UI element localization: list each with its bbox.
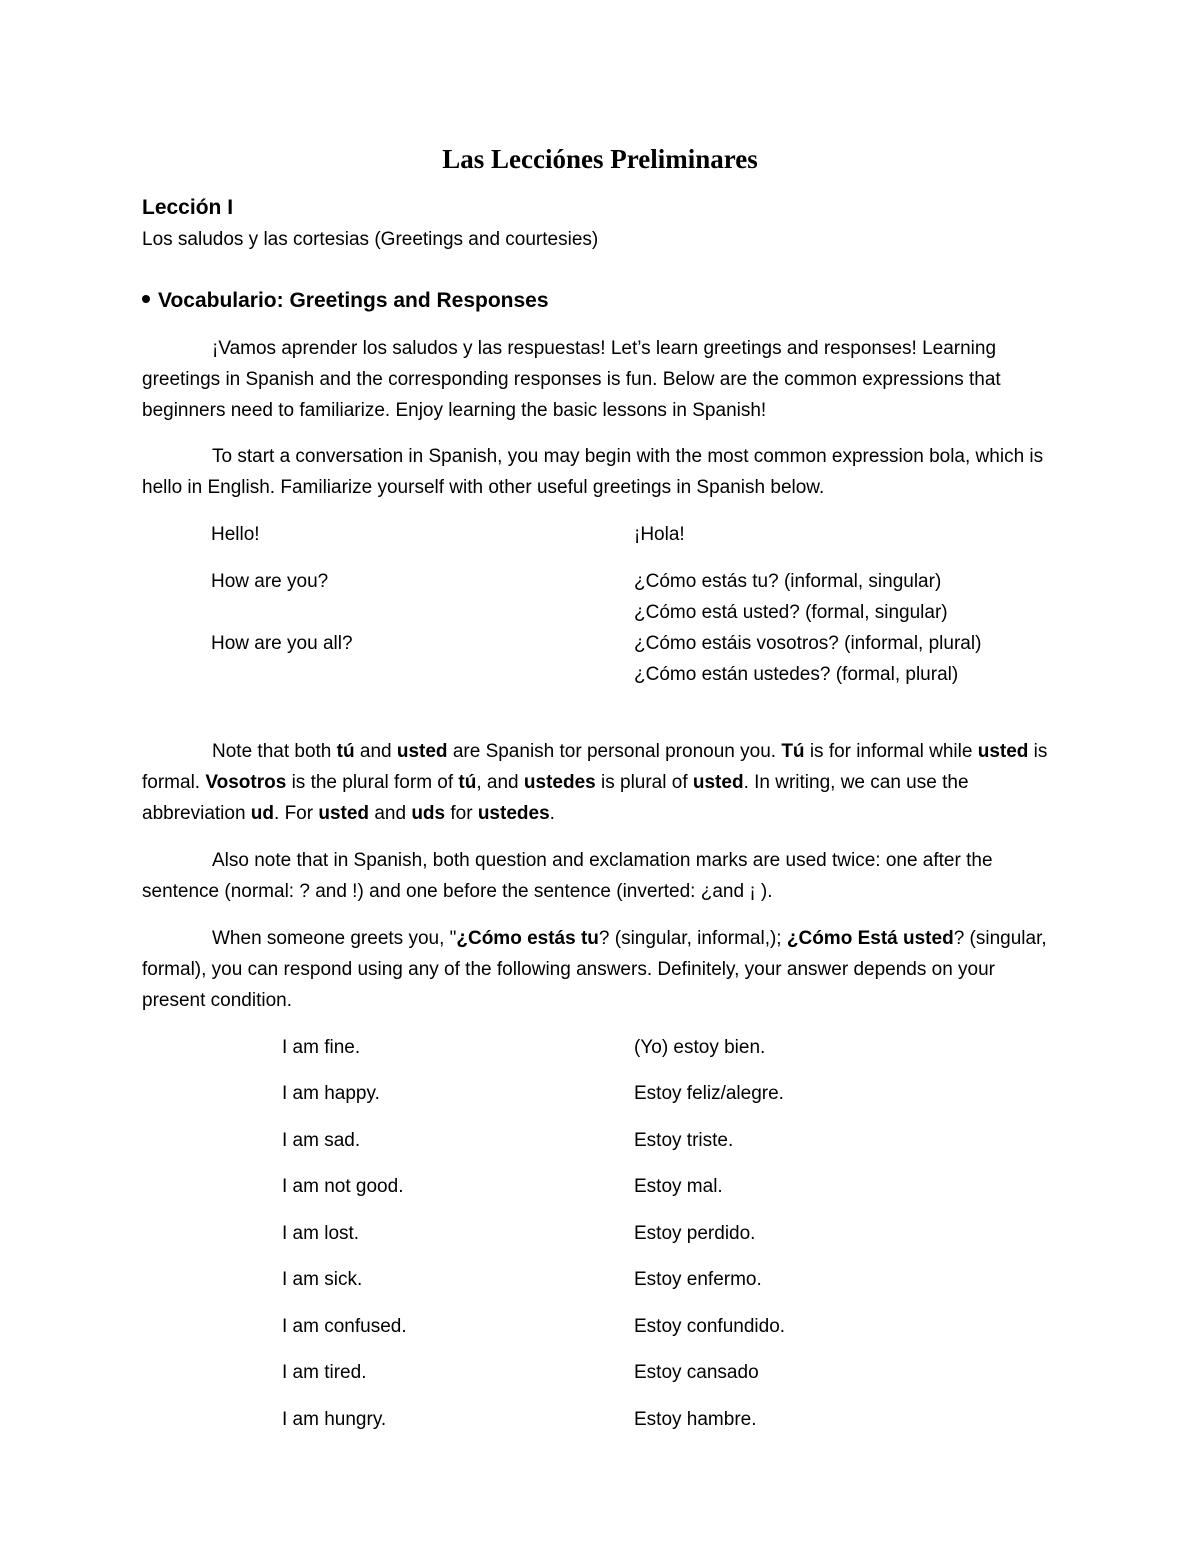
text-run: is the plural form of <box>286 772 459 793</box>
section-heading <box>142 285 549 316</box>
bold-term: Tú <box>781 741 805 762</box>
lesson-subtitle: Los saludos y las cortesias (Greetings and courtesies) <box>142 229 599 250</box>
text-run: When someone greets you, " <box>212 928 457 949</box>
bold-term: ¿Cómo Está usted <box>786 928 954 949</box>
text-run: and <box>369 803 412 824</box>
paragraph-punctuation <box>142 845 1062 907</box>
response-es: Estoy mal. <box>634 1176 723 1197</box>
bold-term: usted <box>396 741 448 762</box>
paragraph-start-conversation-text: To start a conversation in Spanish, you may begin with the most common expression bola, which is hello in English. Familiarize yourself with other useful greetings in Spanish below. <box>142 446 1044 498</box>
section-heading-text: Vocabulario: Greetings and Responses <box>158 289 549 312</box>
paragraph-punctuation-text: Also note that in Spanish, both question and exclamation marks are used twice: one after the sentence (normal: ? and !) and one before the sentence (inverted: ¿and ¡ ). <box>142 850 993 902</box>
response-en: I am hungry. <box>282 1409 387 1430</box>
bold-term: usted <box>692 772 744 793</box>
lesson-heading: Lección I <box>142 196 234 219</box>
response-en: I am happy. <box>282 1083 380 1104</box>
greeting-es-como-estan: ¿Cómo están ustedes? (formal, plural) <box>634 664 959 685</box>
bold-term: ustedes <box>477 803 550 824</box>
text-run: is formal. <box>142 741 1048 793</box>
paragraph-start-conversation <box>142 441 1062 503</box>
text-run: Note that both <box>212 741 337 762</box>
bold-term: tú <box>336 741 355 762</box>
response-en: I am fine. <box>282 1037 361 1058</box>
response-es: Estoy feliz/alegre. <box>634 1083 784 1104</box>
paragraph-pronouns <box>142 736 1062 829</box>
text-run: and <box>354 741 397 762</box>
response-es: (Yo) estoy bien. <box>634 1037 766 1058</box>
greeting-en-hello: Hello! <box>211 524 260 545</box>
text-run: is for informal while <box>804 741 978 762</box>
response-es: Estoy hambre. <box>634 1409 757 1430</box>
greeting-es-hola: ¡Hola! <box>634 524 685 545</box>
paragraph-intro <box>142 333 1062 426</box>
bold-term: uds <box>411 803 446 824</box>
greeting-es-como-esta: ¿Cómo está usted? (formal, singular) <box>634 602 948 623</box>
response-en: I am sad. <box>282 1130 361 1151</box>
response-en: I am confused. <box>282 1316 407 1337</box>
bullet-icon <box>142 295 150 303</box>
bold-term: tú <box>458 772 477 793</box>
text-run: for <box>445 803 478 824</box>
response-en: I am sick. <box>282 1269 363 1290</box>
bold-term: ¿Cómo estás tu <box>456 928 599 949</box>
greeting-es-como-estais: ¿Cómo estáis vosotros? (informal, plural) <box>634 633 982 654</box>
paragraph-intro-text: ¡Vamos aprender los saludos y las respuestas! Let’s learn greetings and responses! Learning greetings in Spanish and the corresponding responses is fun. Below are the common expressions that beginners need to familiarize. Enjoy learning the basic lessons in Spanish! <box>142 338 1001 421</box>
response-es: Estoy confundido. <box>634 1316 786 1337</box>
greeting-en-how-are-you: How are you? <box>211 571 329 592</box>
text-run: . In writing, we can use the abbreviation <box>142 772 969 824</box>
response-en: I am lost. <box>282 1223 360 1244</box>
greeting-en-how-are-you-all: How are you all? <box>211 633 353 654</box>
bold-term: usted <box>977 741 1029 762</box>
response-es: Estoy cansado <box>634 1362 759 1383</box>
greeting-es-como-estas: ¿Cómo estás tu? (informal, singular) <box>634 571 942 592</box>
text-run: . For <box>274 803 319 824</box>
bold-term: ud <box>250 803 275 824</box>
text-run: ? (singular, formal), you can respond using any of the following answers. Definitely, your answer depends on your present condition. <box>142 928 1047 1011</box>
text-run: . <box>549 803 555 824</box>
bold-term: Vosotros <box>205 772 287 793</box>
response-en: I am not good. <box>282 1176 404 1197</box>
bold-term: ustedes <box>523 772 596 793</box>
response-en: I am tired. <box>282 1362 367 1383</box>
paragraph-responses-intro <box>142 923 1062 1016</box>
response-es: Estoy triste. <box>634 1130 734 1151</box>
text-run: is plural of <box>595 772 693 793</box>
response-es: Estoy perdido. <box>634 1223 756 1244</box>
text-run: , and <box>476 772 524 793</box>
page-title: Las Lecciónes Preliminares <box>442 144 758 174</box>
text-run: ? (singular, informal,); <box>598 928 787 949</box>
response-es: Estoy enfermo. <box>634 1269 762 1290</box>
text-run: are Spanish tor personal pronoun you. <box>447 741 782 762</box>
bold-term: usted <box>318 803 370 824</box>
